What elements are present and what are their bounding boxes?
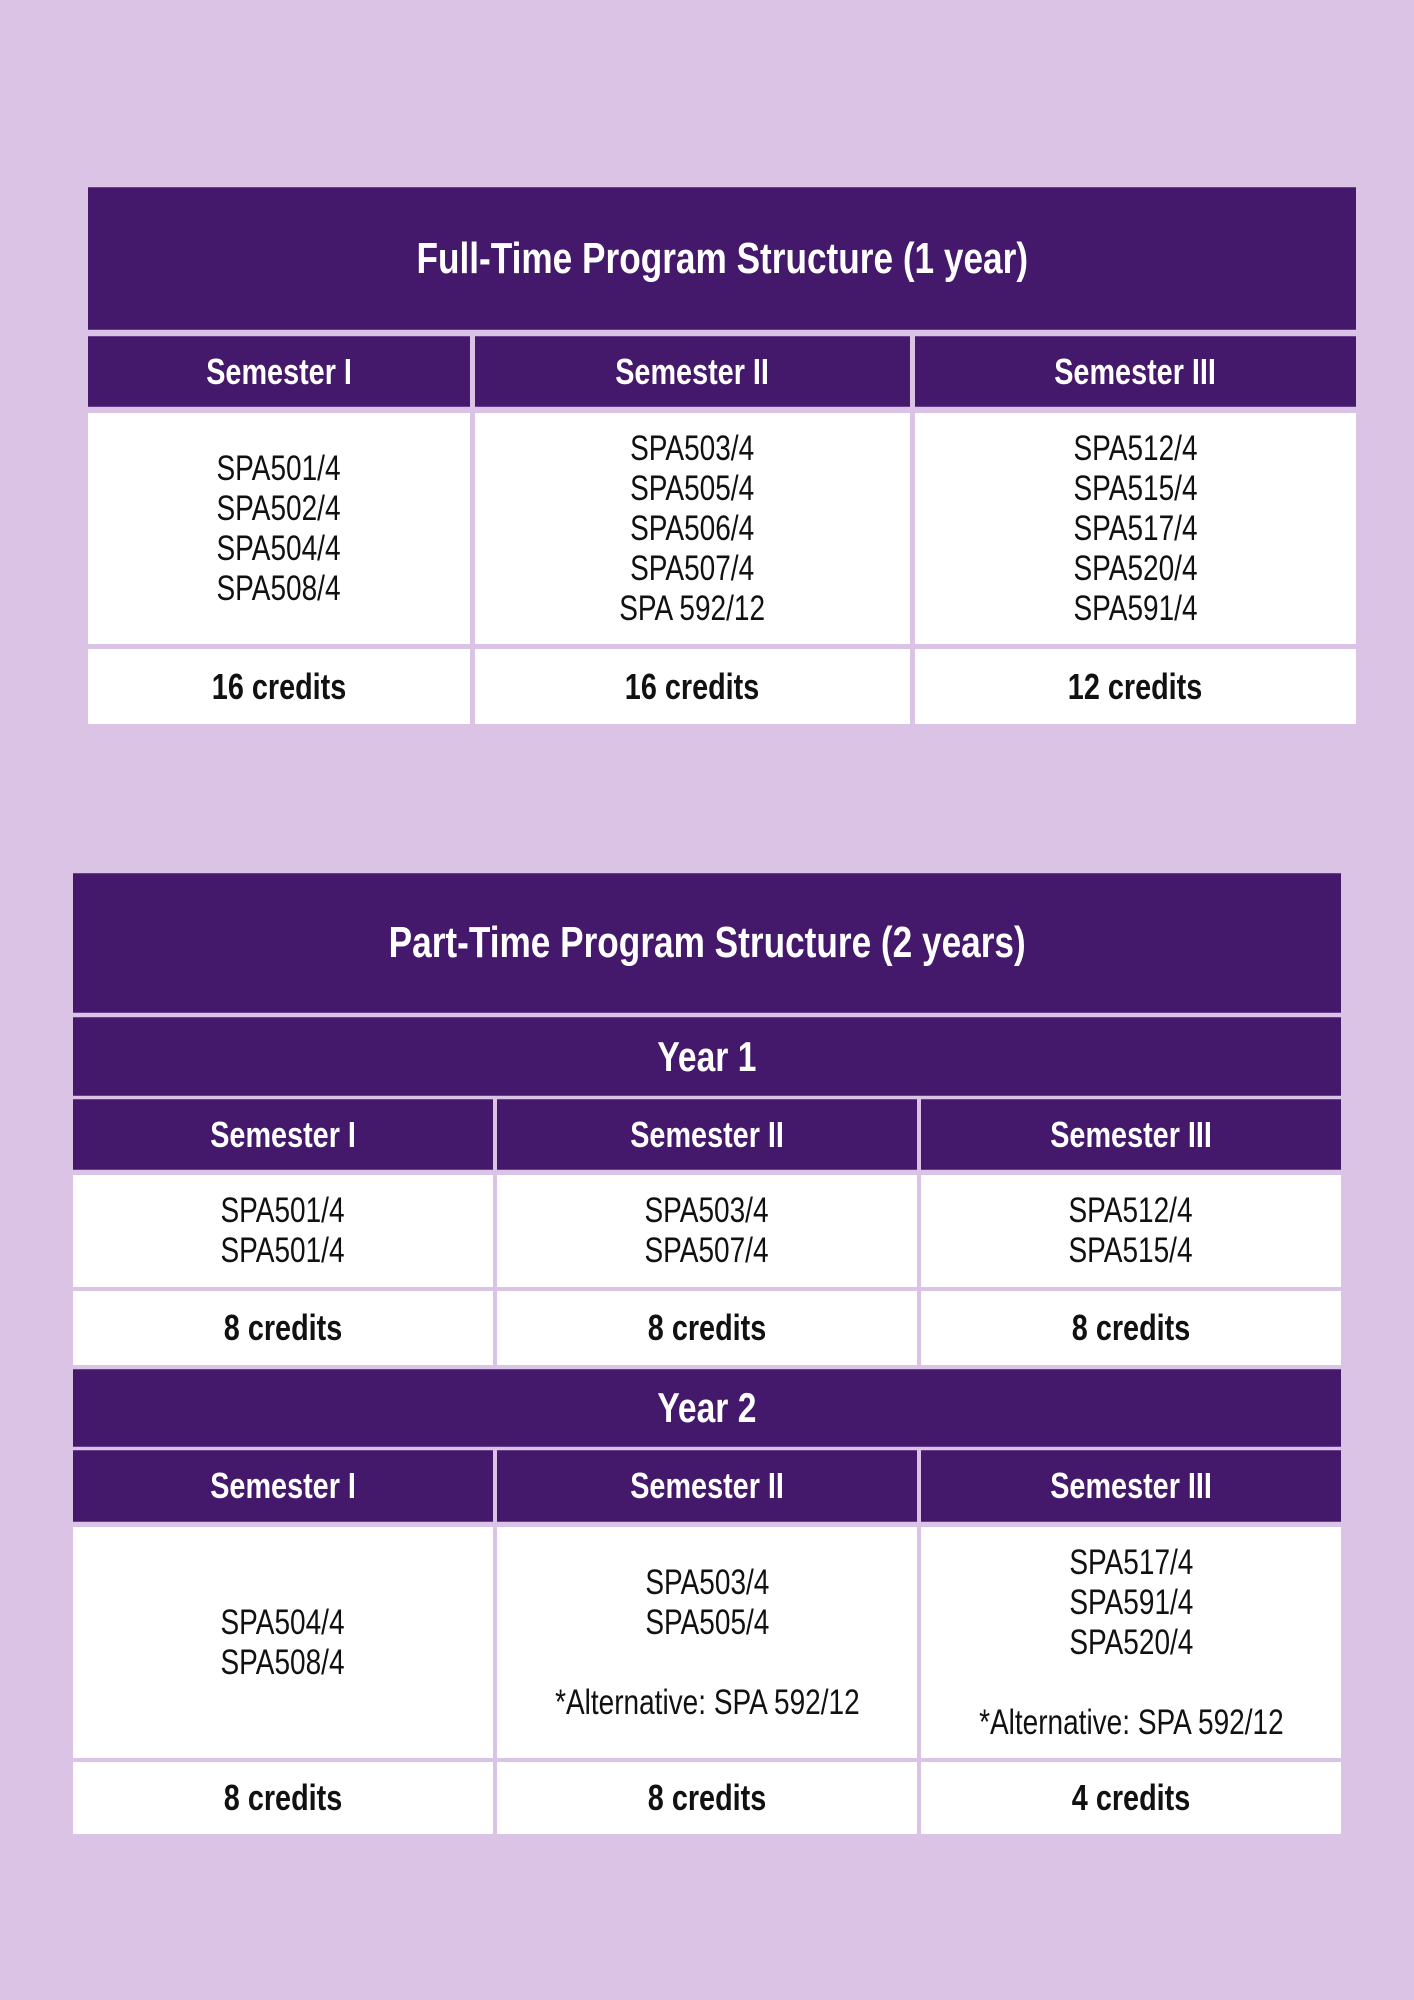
course-list xyxy=(217,449,341,609)
alternative-note: *Alternative: SPA 592/12 xyxy=(554,1682,860,1722)
full-time-semester-header-row xyxy=(88,336,1356,407)
course-item: SPA508/4 xyxy=(220,1642,346,1682)
course-item: SPA506/4 xyxy=(630,508,755,548)
year1-sem3-courses xyxy=(921,1175,1341,1287)
year2-sem2-courses xyxy=(497,1527,917,1758)
course-item: SPA517/4 xyxy=(1073,508,1198,548)
course-item: SPA520/4 xyxy=(1073,548,1198,588)
course-item: SPA504/4 xyxy=(216,528,342,568)
course-list xyxy=(620,429,766,629)
part-time-program-table xyxy=(73,873,1341,1834)
year2-sem1-header: Semester I xyxy=(73,1450,493,1522)
course-item: SPA512/4 xyxy=(1068,1191,1194,1230)
year2-credits-row xyxy=(73,1762,1341,1834)
year1-sem1-credits: 8 credits xyxy=(73,1291,493,1365)
course-list xyxy=(979,1543,1284,1743)
course-item: SPA507/4 xyxy=(630,548,755,588)
full-time-sem2-credits: 16 credits xyxy=(475,649,910,724)
full-time-credits-row xyxy=(88,649,1356,724)
year2-sem2-credits: 8 credits xyxy=(497,1762,917,1834)
full-time-sem1-courses xyxy=(88,413,470,644)
year2-label: Year 2 xyxy=(657,1384,757,1431)
year1-courses-row xyxy=(73,1175,1341,1287)
year2-sem1-courses xyxy=(73,1527,493,1758)
course-list xyxy=(1069,1191,1193,1271)
course-item: SPA515/4 xyxy=(1068,1231,1194,1270)
course-item: SPA505/4 xyxy=(630,468,755,508)
year2-sem1-credits: 8 credits xyxy=(73,1762,493,1834)
year1-sem2-header: Semester II xyxy=(497,1099,917,1170)
year1-sem2-courses xyxy=(497,1175,917,1287)
year1-semester-header-row xyxy=(73,1099,1341,1170)
course-item: SPA504/4 xyxy=(220,1602,346,1642)
course-item: SPA507/4 xyxy=(644,1231,770,1270)
course-list xyxy=(1073,429,1197,629)
part-time-title: Part-Time Program Structure (2 years) xyxy=(388,918,1026,967)
course-list xyxy=(221,1603,345,1683)
full-time-sem2-header: Semester II xyxy=(475,336,910,407)
full-time-courses-row xyxy=(88,413,1356,644)
course-item: SPA591/4 xyxy=(1068,1582,1194,1622)
course-item: SPA501/4 xyxy=(220,1231,346,1270)
full-time-sem1-header: Semester I xyxy=(88,336,470,407)
year2-courses-row xyxy=(73,1527,1341,1758)
full-time-sem3-credits: 12 credits xyxy=(915,649,1356,724)
year1-credits-row xyxy=(73,1291,1341,1365)
year2-row xyxy=(73,1369,1341,1447)
course-list xyxy=(221,1191,345,1271)
spacer xyxy=(979,1663,1284,1703)
course-item: SPA591/4 xyxy=(1073,588,1198,628)
course-item: SPA517/4 xyxy=(1068,1542,1194,1582)
full-time-title: Full-Time Program Structure (1 year) xyxy=(416,233,1028,283)
year1-sem3-header: Semester III xyxy=(921,1099,1341,1170)
year1-sem3-credits: 8 credits xyxy=(921,1291,1341,1365)
course-list xyxy=(645,1191,769,1271)
course-item: SPA501/4 xyxy=(216,448,342,488)
course-item: SPA520/4 xyxy=(1068,1622,1194,1662)
spacer xyxy=(555,1643,860,1683)
course-list xyxy=(555,1563,860,1723)
course-item: SPA503/4 xyxy=(630,428,755,468)
year2-sem3-credits: 4 credits xyxy=(921,1762,1341,1834)
full-time-sem1-credits: 16 credits xyxy=(88,649,470,724)
year2-sem3-courses xyxy=(921,1527,1341,1758)
course-item: SPA512/4 xyxy=(1073,428,1198,468)
full-time-sem2-courses xyxy=(475,413,910,644)
full-time-sem3-header: Semester III xyxy=(915,336,1356,407)
full-time-title-row xyxy=(88,187,1356,330)
course-item: SPA505/4 xyxy=(644,1602,770,1642)
year1-sem1-courses xyxy=(73,1175,493,1287)
alternative-note: *Alternative: SPA 592/12 xyxy=(978,1702,1284,1742)
course-item: SPA515/4 xyxy=(1073,468,1198,508)
year1-row xyxy=(73,1017,1341,1096)
part-time-title-row xyxy=(73,873,1341,1013)
year1-sem2-credits: 8 credits xyxy=(497,1291,917,1365)
course-item: SPA503/4 xyxy=(644,1191,770,1230)
course-item: SPA503/4 xyxy=(644,1562,770,1602)
year2-semester-header-row xyxy=(73,1450,1341,1522)
course-item: SPA502/4 xyxy=(216,488,342,528)
year2-sem3-header: Semester III xyxy=(921,1450,1341,1522)
year1-sem1-header: Semester I xyxy=(73,1099,493,1170)
full-time-program-table xyxy=(88,187,1356,724)
year1-label: Year 1 xyxy=(657,1032,757,1080)
year2-sem2-header: Semester II xyxy=(497,1450,917,1522)
course-item: SPA508/4 xyxy=(216,568,342,608)
course-item: SPA 592/12 xyxy=(619,588,766,628)
course-item: SPA501/4 xyxy=(220,1191,346,1230)
full-time-sem3-courses xyxy=(915,413,1356,644)
